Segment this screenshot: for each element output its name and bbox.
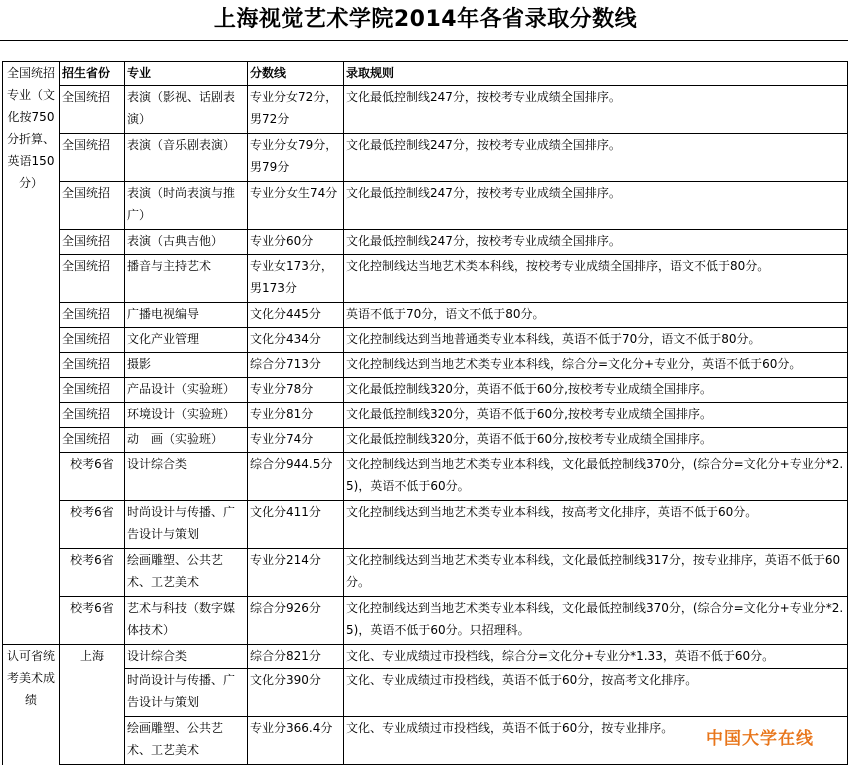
rule-cell: 文化最低控制线247分，按校考专业成绩全国排序。 [344, 134, 848, 182]
rule-cell: 文化、专业成绩过市投档线，综合分=文化分+专业分*1.33，英语不低于60分。 [344, 645, 848, 669]
rule-cell: 文化最低控制线320分，英语不低于60分,按校考专业成绩全国排序。 [344, 403, 848, 428]
province-cell: 全国统招 [60, 303, 125, 328]
admission-score-table [2, 61, 848, 765]
rule-cell: 文化、专业成绩过市投档线，英语不低于60分，按专业排序。 [344, 717, 848, 765]
header-rule: 录取规则 [344, 62, 848, 86]
major-cell: 表演（影视、话剧表演） [125, 86, 248, 134]
province-cell: 全国统招 [60, 255, 125, 303]
major-cell: 设计综合类 [125, 645, 248, 669]
table-row [3, 549, 848, 597]
rule-cell: 文化控制线达到当地艺术类专业本科线，按高考文化排序，英语不低于60分。 [344, 501, 848, 549]
major-cell: 环境设计（实验班） [125, 403, 248, 428]
major-cell: 播音与主持艺术 [125, 255, 248, 303]
score-cell: 文化分434分 [248, 328, 344, 353]
rule-cell: 文化、专业成绩过市投档线，英语不低于60分，按高考文化排序。 [344, 669, 848, 717]
table-row [3, 597, 848, 645]
table-row [3, 403, 848, 428]
score-cell: 文化分390分 [248, 669, 344, 717]
table-row [3, 501, 848, 549]
province-cell: 校考6省 [60, 453, 125, 501]
major-cell: 表演（时尚表演与推广） [125, 182, 248, 230]
score-cell: 专业分60分 [248, 230, 344, 255]
score-cell: 综合分821分 [248, 645, 344, 669]
table-row [3, 134, 848, 182]
score-cell: 综合分926分 [248, 597, 344, 645]
category-recognized: 认可省统考美术成绩 [3, 645, 60, 765]
major-cell: 广播电视编导 [125, 303, 248, 328]
province-cell: 全国统招 [60, 86, 125, 134]
score-cell: 文化分445分 [248, 303, 344, 328]
rule-cell: 文化控制线达到当地普通类专业本科线，英语不低于70分，语文不低于80分。 [344, 328, 848, 353]
header-province: 招生省份 [60, 62, 125, 86]
major-cell: 表演（音乐剧表演） [125, 134, 248, 182]
table-row [3, 669, 848, 717]
score-cell: 专业分74分 [248, 428, 344, 453]
major-cell: 动 画（实验班） [125, 428, 248, 453]
rule-cell: 文化最低控制线247分，按校考专业成绩全国排序。 [344, 230, 848, 255]
rule-cell: 文化最低控制线247分，按校考专业成绩全国排序。 [344, 182, 848, 230]
rule-cell: 文化控制线达到当地艺术类专业本科线，文化最低控制线370分，(综合分=文化分+专业分*2.5)，英语不低于60分。 [344, 453, 848, 501]
province-cell: 全国统招 [60, 378, 125, 403]
score-cell: 专业分366.4分 [248, 717, 344, 765]
rule-cell: 文化最低控制线320分，英语不低于60分,按校考专业成绩全国排序。 [344, 428, 848, 453]
score-cell: 专业分女72分，男72分 [248, 86, 344, 134]
score-cell: 专业分女79分，男79分 [248, 134, 344, 182]
province-cell: 全国统招 [60, 403, 125, 428]
province-cell: 全国统招 [60, 353, 125, 378]
table-row [3, 182, 848, 230]
table-row [3, 303, 848, 328]
table-row [3, 255, 848, 303]
score-cell: 文化分411分 [248, 501, 344, 549]
province-cell: 全国统招 [60, 428, 125, 453]
major-cell: 时尚设计与传播、广告设计与策划 [125, 669, 248, 717]
rule-cell: 文化控制线达当地艺术类本科线，按校考专业成绩全国排序，语文不低于80分。 [344, 255, 848, 303]
province-cell: 全国统招 [60, 134, 125, 182]
province-cell: 全国统招 [60, 328, 125, 353]
province-cell: 全国统招 [60, 182, 125, 230]
province-cell: 校考6省 [60, 597, 125, 645]
header-score: 分数线 [248, 62, 344, 86]
page-title: 上海视觉艺术学院2014年各省录取分数线 [213, 7, 638, 32]
rule-cell: 文化控制线达到当地艺术类专业本科线，综合分=文化分+专业分，英语不低于60分。 [344, 353, 848, 378]
table-row [3, 230, 848, 255]
score-cell: 综合分944.5分 [248, 453, 344, 501]
header-major: 专业 [125, 62, 248, 86]
major-cell: 摄影 [125, 353, 248, 378]
score-cell: 专业分女生74分 [248, 182, 344, 230]
major-cell: 艺术与科技（数字媒体技术） [125, 597, 248, 645]
table-row [3, 453, 848, 501]
table-row [3, 86, 848, 134]
major-cell: 绘画雕塑、公共艺术、工艺美术 [125, 717, 248, 765]
major-cell: 表演（古典吉他） [125, 230, 248, 255]
major-cell: 时尚设计与传播、广告设计与策划 [125, 501, 248, 549]
score-cell: 专业女173分，男173分 [248, 255, 344, 303]
table-header-row [3, 62, 848, 86]
table-row [3, 428, 848, 453]
major-cell: 产品设计（实验班） [125, 378, 248, 403]
score-cell: 专业分81分 [248, 403, 344, 428]
watermark-logo: 中国大学在线 [706, 729, 814, 749]
table-row [3, 378, 848, 403]
major-cell: 设计综合类 [125, 453, 248, 501]
major-cell: 文化产业管理 [125, 328, 248, 353]
score-cell: 综合分713分 [248, 353, 344, 378]
table-row [3, 328, 848, 353]
rule-cell: 文化控制线达到当地艺术类专业本科线，文化最低控制线317分，按专业排序，英语不低于60分。 [344, 549, 848, 597]
major-cell: 绘画雕塑、公共艺术、工艺美术 [125, 549, 248, 597]
rule-cell: 文化控制线达到当地艺术类专业本科线，文化最低控制线370分，(综合分=文化分+专业分*2.5)，英语不低于60分。只招理科。 [344, 597, 848, 645]
score-cell: 专业分78分 [248, 378, 344, 403]
province-cell: 校考6省 [60, 549, 125, 597]
province-cell: 全国统招 [60, 230, 125, 255]
score-cell: 专业分214分 [248, 549, 344, 597]
table-row [3, 645, 848, 669]
rule-cell: 文化最低控制线247分，按校考专业成绩全国排序。 [344, 86, 848, 134]
table-row [3, 353, 848, 378]
category-national: 全国统招专业（文化按750分折算、英语150分） [3, 62, 60, 645]
title-divider [0, 40, 848, 41]
province-cell: 校考6省 [60, 501, 125, 549]
province-cell-shanghai: 上海 [60, 645, 125, 765]
rule-cell: 文化最低控制线320分，英语不低于60分,按校考专业成绩全国排序。 [344, 378, 848, 403]
rule-cell: 英语不低于70分，语文不低于80分。 [344, 303, 848, 328]
